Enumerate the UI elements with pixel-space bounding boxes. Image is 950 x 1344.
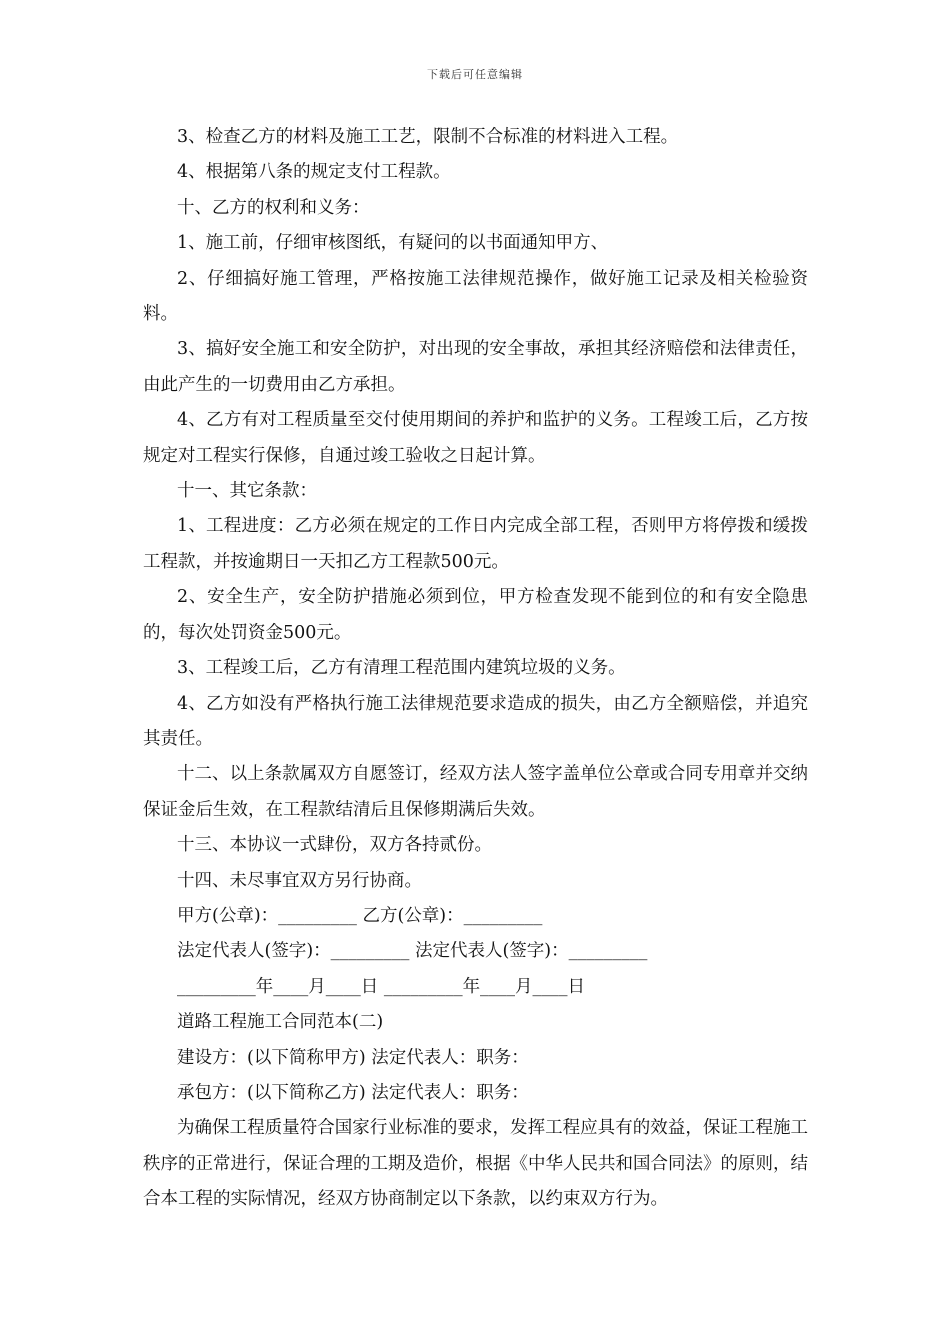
paragraph: 3、工程竣工后，乙方有清理工程范围内建筑垃圾的义务。	[177, 658, 626, 679]
paragraph: 1、工程进度：乙方必须在规定的工作日内完成全部工程，否则甲方将停拨和缓拨工程款，并按逾期日一天扣乙方工程款500元。	[143, 516, 808, 572]
party-a-line: 建设方：(以下简称甲方) 法定代表人：职务：	[177, 1047, 529, 1068]
signature-line-seal: 甲方(公章)：_________ 乙方(公章)：_________	[177, 905, 543, 926]
paragraph: 3、检查乙方的材料及施工工艺，限制不合标准的材料进入工程。	[177, 127, 679, 147]
document-body	[143, 120, 808, 1218]
paragraph: 2、安全生产，安全防护措施必须到位，甲方检查发现不能到位的和有安全隐患的，每次处罚资金500元。	[143, 587, 808, 643]
paragraph: 4、根据第八条的规定支付工程款。	[177, 162, 451, 183]
party-b-line: 承包方：(以下简称乙方) 法定代表人：职务：	[177, 1082, 529, 1103]
section-heading: 十、乙方的权利和义务：	[177, 197, 370, 218]
paragraph: 1、施工前，仔细审核图纸，有疑问的以书面通知甲方、	[177, 233, 609, 254]
paragraph: 为确保工程质量符合国家行业标准的要求，发挥工程应具有的效益，保证工程施工秩序的正常进行，保证合理的工期及造价，根据《中华人民共和国合同法》的原则，结合本工程的实际情况，经双方协商制定以下条款，以约束双方行为。	[143, 1118, 808, 1210]
contract-title: 道路工程施工合同范本(二)	[177, 1012, 384, 1033]
paragraph: 十四、未尽事宜双方另行协商。	[177, 870, 422, 891]
paragraph: 4、乙方如没有严格执行施工法律规范要求造成的损失，由乙方全额赔偿，并追究其责任。	[143, 693, 808, 749]
paragraph: 十三、本协议一式肆份，双方各持贰份。	[177, 835, 492, 856]
signature-line-date: _________年____月____日 _________年____月____日	[177, 976, 586, 997]
paragraph: 4、乙方有对工程质量至交付使用期间的养护和监护的义务。工程竣工后，乙方按规定对工程实行保修，自通过竣工验收之日起计算。	[143, 410, 808, 466]
signature-line-representative: 法定代表人(签字)：_________ 法定代表人(签字)：_________	[177, 941, 648, 962]
paragraph: 3、搞好安全施工和安全防护，对出现的安全事故，承担其经济赔偿和法律责任，由此产生的一切费用由乙方承担。	[143, 339, 808, 395]
paragraph: 2、仔细搞好施工管理，严格按施工法律规范操作，做好施工记录及相关检验资料。	[143, 268, 808, 325]
section-heading: 十一、其它条款：	[177, 481, 317, 502]
paragraph: 十二、以上条款属双方自愿签订，经双方法人签字盖单位公章或合同专用章并交纳保证金后生效，在工程款结清后且保修期满后失效。	[143, 764, 808, 820]
page-header: 下载后可任意编辑	[427, 68, 523, 81]
